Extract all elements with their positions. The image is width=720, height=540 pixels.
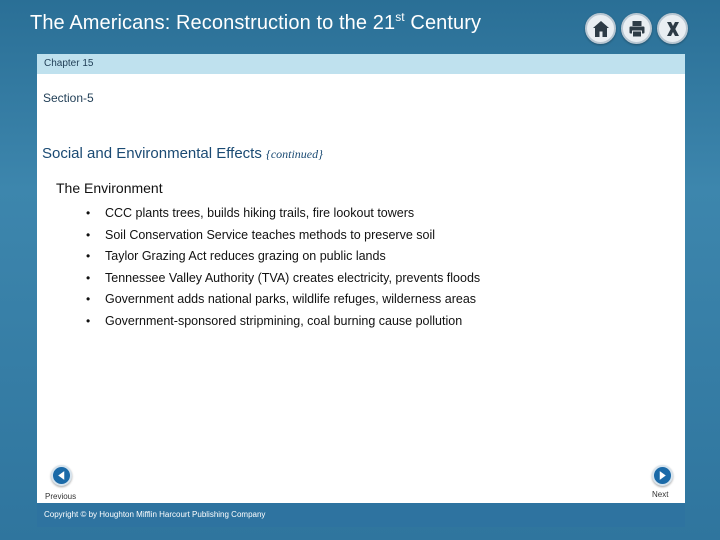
next-label[interactable]: Next — [652, 490, 669, 499]
bullet-text: Taylor Grazing Act reduces grazing on public lands — [105, 249, 386, 264]
heading-continued: {continued} — [266, 147, 323, 161]
previous-arrow-icon — [56, 470, 67, 481]
heading-text: Social and Environmental Effects — [42, 145, 262, 162]
title-end: Century — [404, 12, 482, 34]
title-main: The Americans: Reconstruction to the 21 — [30, 12, 396, 34]
print-icon — [627, 19, 647, 39]
bullet-text: Government-sponsored stripmining, coal burning cause pollution — [105, 313, 463, 328]
bullet-dot: • — [86, 292, 91, 307]
bullet-dot: • — [86, 249, 91, 264]
bullet-text: Tennessee Valley Authority (TVA) creates electricity, prevents floods — [105, 270, 481, 285]
bullet-dot: • — [86, 313, 91, 328]
bullet-dot: • — [86, 270, 91, 285]
list-item — [82, 289, 480, 311]
subheading: The Environment — [56, 180, 163, 196]
close-button[interactable] — [657, 13, 688, 44]
print-button[interactable] — [621, 13, 652, 44]
bullet-list — [82, 203, 480, 333]
copyright-footer: Copyright © by Houghton Mifflin Harcourt Publishing Company — [37, 503, 685, 527]
app-title — [30, 12, 481, 35]
list-item — [82, 225, 480, 247]
list-item — [82, 268, 480, 290]
slide-heading — [42, 145, 323, 162]
list-item — [82, 246, 480, 268]
next-button[interactable] — [652, 465, 673, 486]
title-sup: st — [395, 10, 405, 24]
close-icon — [663, 19, 683, 39]
content-panel — [37, 54, 685, 503]
section-label: Section-5 — [43, 91, 94, 105]
chapter-label: Chapter 15 — [37, 54, 685, 74]
bullet-text: Soil Conservation Service teaches methods to preserve soil — [105, 227, 436, 242]
previous-button[interactable] — [51, 465, 72, 486]
previous-label[interactable]: Previous — [45, 492, 77, 501]
home-icon — [591, 19, 611, 39]
list-item — [82, 203, 480, 225]
bullet-text: CCC plants trees, builds hiking trails, fire lookout towers — [105, 206, 415, 220]
bullet-dot: • — [86, 206, 91, 220]
list-item — [82, 311, 480, 333]
bullet-dot: • — [86, 227, 91, 242]
home-button[interactable] — [585, 13, 616, 44]
bullet-text: Government adds national parks, wildlife refuges, wilderness areas — [105, 292, 477, 307]
next-arrow-icon — [657, 470, 668, 481]
